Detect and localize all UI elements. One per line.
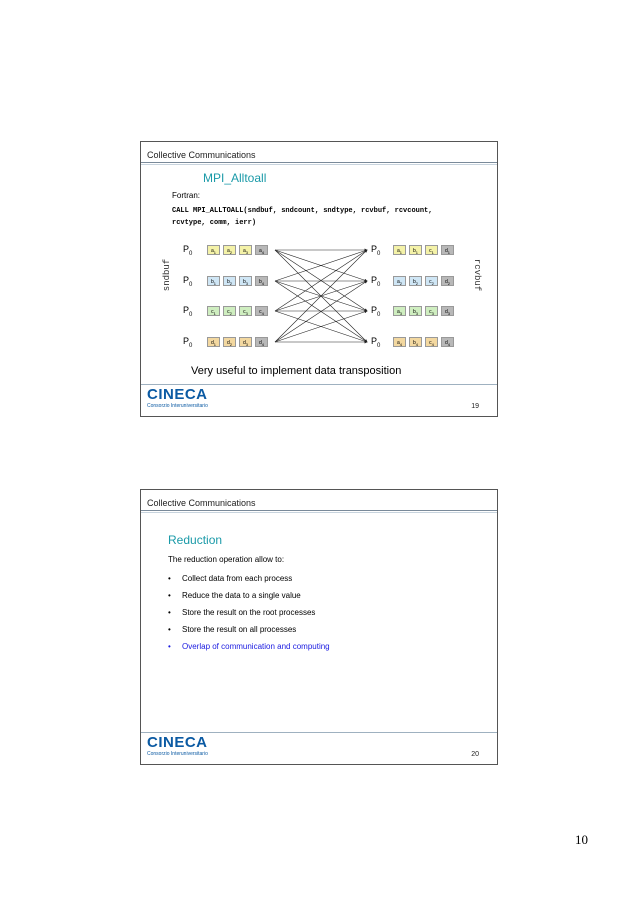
send-cell: $d_1$ [207, 337, 220, 347]
send-cell: $b_4$ [255, 276, 268, 286]
send-cell: $a_1$ [207, 245, 220, 255]
bullet-text: Store the result on all processes [182, 625, 297, 634]
recv-cell: $d_4$ [441, 337, 454, 347]
send-cell: $c_2$ [223, 306, 236, 316]
process-rank: 0 [377, 311, 381, 318]
code-line-2: rcvtype, comm, ierr) [172, 219, 257, 227]
sndbuf-label: sndbuf [162, 258, 173, 292]
recv-process-1 [371, 275, 380, 288]
bullet-text: Store the result on the root processes [182, 608, 316, 617]
logo-subtitle: Consorzio Interuniversitario [147, 751, 208, 757]
slide-title: Reduction [168, 533, 223, 547]
process-name: P [183, 244, 190, 254]
footer-divider [141, 384, 497, 385]
cineca-logo [147, 387, 208, 409]
slide-20 [140, 489, 498, 765]
recv-cell: $a_4$ [393, 337, 406, 347]
send-process-3 [183, 336, 192, 349]
send-cell: $a_2$ [223, 245, 236, 255]
send-cell: $a_4$ [255, 245, 268, 255]
slide-header: Collective Communications [141, 142, 497, 163]
bullet-icon: • [168, 608, 171, 617]
slide-page-number: 20 [471, 751, 479, 758]
recv-cell: $a_2$ [393, 276, 406, 286]
send-cell: $b_3$ [239, 276, 252, 286]
process-rank: 0 [377, 250, 381, 257]
process-name: P [371, 336, 378, 346]
recv-process-3 [371, 336, 380, 349]
process-rank: 0 [377, 281, 381, 288]
recv-cell: $c_2$ [425, 276, 438, 286]
process-name: P [183, 275, 190, 285]
send-process-2 [183, 305, 192, 318]
send-cell: $c_4$ [255, 306, 268, 316]
send-cell: $d_3$ [239, 337, 252, 347]
process-rank: 0 [189, 311, 193, 318]
logo-word: CINECA [147, 734, 208, 751]
footer-divider [141, 732, 497, 733]
send-process-1 [183, 275, 192, 288]
slide-header: Collective Communications [141, 490, 497, 511]
bullet-text: Collect data from each process [182, 574, 293, 583]
recv-cell: $a_1$ [393, 245, 406, 255]
bullet-text: Reduce the data to a single value [182, 591, 301, 600]
send-cell: $d_4$ [255, 337, 268, 347]
recv-cell: $b_1$ [409, 245, 422, 255]
process-rank: 0 [377, 342, 381, 349]
process-name: P [371, 305, 378, 315]
send-cell: $b_2$ [223, 276, 236, 286]
recv-cell: $d_1$ [441, 245, 454, 255]
recv-cell: $c_4$ [425, 337, 438, 347]
process-name: P [371, 275, 378, 285]
slide-19 [140, 141, 498, 417]
bullet-text: Overlap of communication and computing [182, 642, 330, 651]
send-cell: $c_1$ [207, 306, 220, 316]
bullet-icon: • [168, 625, 171, 634]
bullet-icon: • [168, 591, 171, 600]
recv-cell: $c_3$ [425, 306, 438, 316]
recv-process-0 [371, 244, 380, 257]
recv-cell: $b_2$ [409, 276, 422, 286]
recv-cell: $d_2$ [441, 276, 454, 286]
process-rank: 0 [189, 250, 193, 257]
recv-cell: $c_1$ [425, 245, 438, 255]
process-rank: 0 [189, 342, 193, 349]
cineca-logo [147, 735, 208, 757]
slide-page-number: 19 [471, 403, 479, 410]
send-cell: $d_2$ [223, 337, 236, 347]
header-divider [141, 512, 497, 513]
bullet-icon: • [168, 642, 171, 651]
logo-subtitle: Consorzio Interuniversitario [147, 403, 208, 409]
process-name: P [183, 305, 190, 315]
recv-cell: $b_3$ [409, 306, 422, 316]
process-name: P [183, 336, 190, 346]
send-process-0 [183, 244, 192, 257]
document-page-number: 10 [575, 832, 588, 847]
slide-title: MPI_Alltoall [203, 171, 267, 185]
code-line-1: CALL MPI_ALLTOALL(sndbuf, sndcount, sndtype, rcvbuf, rcvcount, [172, 207, 433, 215]
rcvbuf-label: rcvbuf [472, 258, 483, 292]
language-label: Fortran: [172, 191, 201, 200]
send-cell: $c_3$ [239, 306, 252, 316]
recv-process-2 [371, 305, 380, 318]
caption: Very useful to implement data transposition [191, 365, 402, 377]
recv-cell: $a_3$ [393, 306, 406, 316]
process-name: P [371, 244, 378, 254]
recv-cell: $b_4$ [409, 337, 422, 347]
logo-word: CINECA [147, 386, 208, 403]
send-cell: $a_3$ [239, 245, 252, 255]
intro-text: The reduction operation allow to: [168, 555, 285, 564]
bullet-icon: • [168, 574, 171, 583]
send-cell: $b_1$ [207, 276, 220, 286]
process-rank: 0 [189, 281, 193, 288]
recv-cell: $d_3$ [441, 306, 454, 316]
